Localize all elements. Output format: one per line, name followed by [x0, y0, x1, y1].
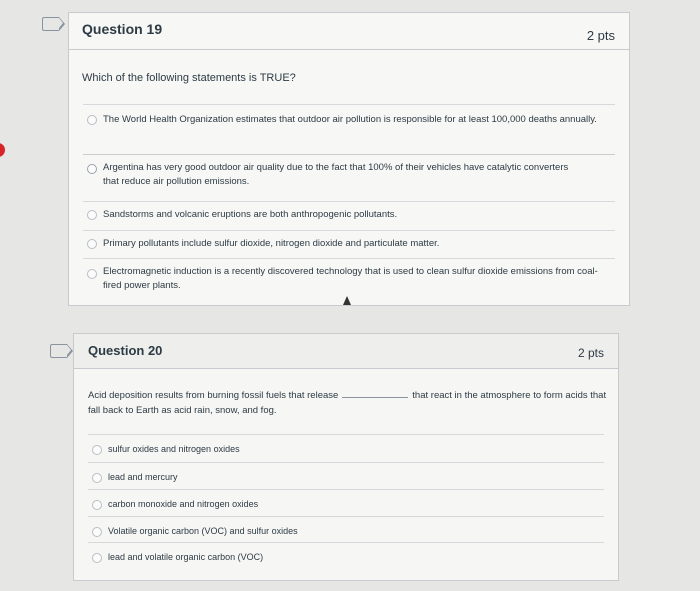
answer-label: Sandstorms and volcanic eruptions are both anthropogenic pollutants. — [103, 209, 398, 220]
answer-option[interactable] — [88, 462, 604, 489]
question-20-card — [73, 333, 619, 581]
radio-button[interactable] — [92, 445, 102, 455]
radio-button[interactable] — [87, 210, 97, 220]
answer-label: Primary pollutants include sulfur dioxide, nitrogen dioxide and particulate matter. — [103, 238, 440, 249]
radio-button[interactable] — [92, 500, 102, 510]
question-19-title: Question 19 — [82, 21, 163, 37]
question-20-prompt — [88, 388, 608, 418]
question-20-points: 2 pts — [577, 346, 604, 360]
answer-option[interactable] — [88, 516, 604, 543]
radio-button[interactable] — [92, 553, 102, 563]
mouse-cursor-icon — [343, 296, 351, 305]
answer-label: sulfur oxides and nitrogen oxides — [108, 444, 240, 454]
radio-button[interactable] — [92, 527, 102, 537]
radio-button[interactable] — [87, 164, 97, 174]
answer-option[interactable] — [83, 104, 615, 149]
radio-button[interactable] — [87, 239, 97, 249]
question-20-header — [74, 334, 618, 369]
question-20-prompt-part2: that react in the atmosphere to form acids that fall back to Earth as acid rain, snow, and fog. — [88, 390, 607, 416]
radio-button[interactable] — [87, 269, 97, 279]
flag-question-20-icon[interactable] — [50, 344, 67, 358]
answer-label: lead and volatile organic carbon (VOC) — [108, 552, 264, 562]
radio-button[interactable] — [87, 115, 97, 125]
question-19-card — [68, 12, 630, 306]
answer-option[interactable] — [83, 154, 615, 195]
question-19-points: 2 pts — [586, 28, 615, 43]
answer-label: The World Health Organization estimates that outdoor air pollution is responsible for at least 100,000 deaths annually. — [103, 114, 597, 125]
answer-option[interactable] — [83, 230, 615, 257]
answer-option[interactable] — [83, 201, 615, 228]
answer-label: carbon monoxide and nitrogen oxides — [108, 499, 259, 509]
red-edge-marker — [0, 143, 5, 157]
question-19-prompt: Which of the following statements is TRUE? — [82, 72, 296, 84]
question-19-header — [69, 13, 629, 49]
fill-in-blank — [342, 397, 408, 398]
radio-button[interactable] — [92, 473, 102, 483]
answer-option[interactable] — [88, 434, 604, 461]
answer-label: Volatile organic carbon (VOC) and sulfur oxides — [108, 526, 298, 536]
answer-label: lead and mercury — [108, 472, 178, 482]
answer-label: Electromagnetic induction is a recently discovered technology that is used to clean sulfur dioxide emissions from coal-fired power plants. — [103, 266, 598, 291]
answer-option[interactable] — [88, 489, 604, 516]
question-19-body — [69, 49, 629, 305]
answer-label: Argentina has very good outdoor air quality due to the fact that 100% of their vehicles have catalytic converters that reduce air pollution emissions. — [103, 162, 569, 187]
flag-question-19-icon[interactable] — [42, 17, 59, 31]
answer-option[interactable] — [88, 542, 604, 571]
question-20-prompt-part1: Acid deposition results from burning fossil fuels that release — [88, 390, 339, 401]
question-20-title: Question 20 — [88, 343, 163, 358]
